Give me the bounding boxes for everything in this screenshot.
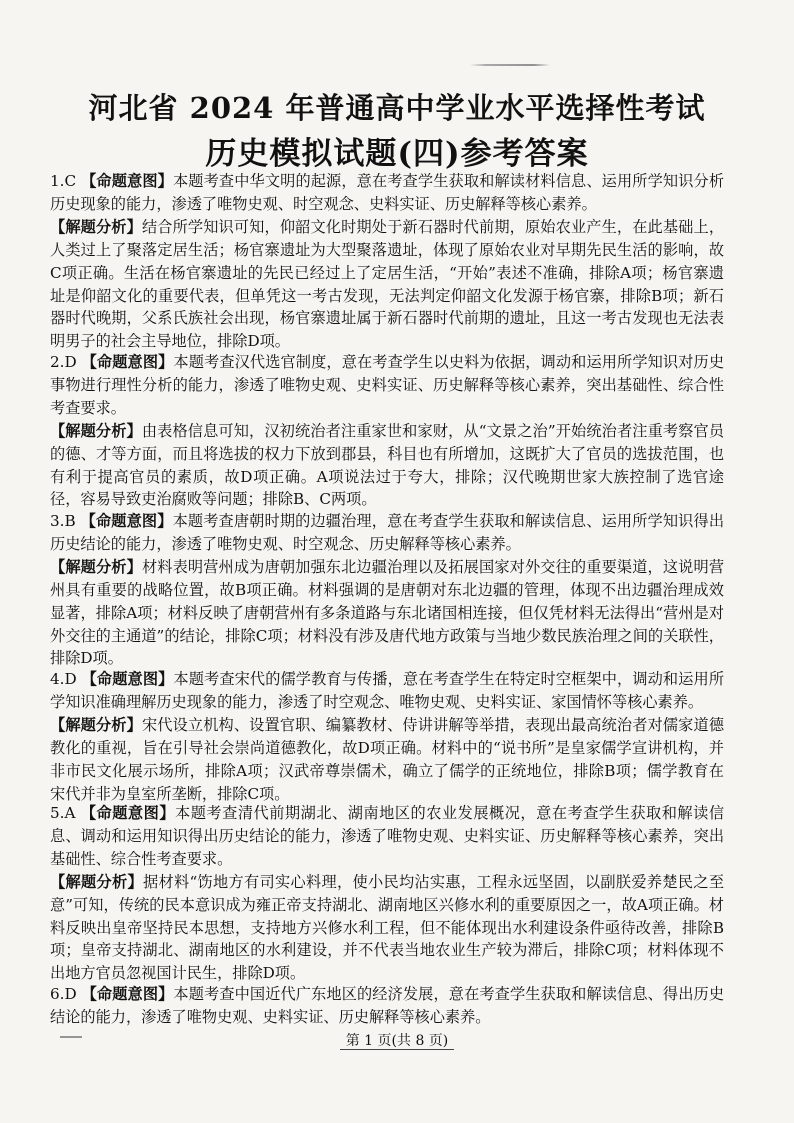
intent-text: 本题考查中华文明的起源，意在考查学生获取和解读材料信息、运用所学知识分析历史现象的能力，渗透了唯物史观、时空观念、史料实证、历史解释等核心素养。 (50, 172, 725, 213)
question-number: 5. (50, 804, 65, 822)
intent-text: 本题考查宋代的儒学教育与传播，意在考查学生在特定时空框架中，调动和运用所学知识准确理解历史现象的能力，渗透了时空观念、唯物史观、史料实证、家国情怀等核心素养。 (50, 670, 725, 711)
page-number: 第 1 页(共 8 页) (340, 1033, 455, 1050)
answer-item-2 (50, 351, 724, 510)
answer-list (50, 170, 724, 1029)
intent-tag: 【命题意图】 (81, 353, 174, 371)
intent-tag: 【命题意图】 (81, 172, 173, 190)
question-analysis (50, 871, 724, 986)
answer-item-6 (50, 983, 724, 1029)
answer-item-5 (50, 802, 724, 983)
question-number: 3. (50, 512, 65, 530)
question-analysis (50, 556, 724, 671)
analysis-tag: 【解题分析】 (50, 421, 142, 440)
question-intent (50, 668, 724, 714)
answer-choice: A (64, 804, 76, 822)
answer-item-3 (50, 510, 724, 668)
intent-tag: 【命题意图】 (80, 512, 173, 530)
analysis-text: 由表格信息可知，汉初统治者注重家世和家财，从“文景之治”开始统治者注重考察官员的德、才等方面，而且将选拔的权力下放到郡县，科目也有所增加，这既扩大了官员的选拔范围，也有利于提高官员的素质，故D项正确。A项说法过于夸大，排除；汉代晚期世家大族控制了选官途径，容易导致吏治腐败等问题；排除B、C两项。 (50, 421, 725, 509)
intent-tag: 【命题意图】 (81, 670, 174, 688)
page-footer (0, 1030, 794, 1050)
analysis-text: 结合所学知识可知，仰韶文化时期处于新石器时代前期，原始农业产生，在此基础上，人类过上了聚落定居生活；杨官寨遗址为大型聚落遗址，体现了原始农业对早期先民生活的影响，故C项正确。生活在杨官寨遗址的先民已经过上了定居生活，“开始”表述不准确，排除A项；杨官寨遗址是仰韶文化的重要代表，但单凭这一考古发现，无法判定仰韶文化发源于杨官寨，排除B项；新石器时代晚期，父系氏族社会出现，杨官寨遗址属于新石器时代前期的遗址，且这一考古发现也无法表明男子的社会主导地位，排除D项。 (50, 217, 725, 351)
answer-choice: D (64, 985, 77, 1003)
answer-item-1 (50, 170, 724, 351)
exam-title: 河北省 2024 年普通高中学业水平选择性考试 (88, 91, 706, 125)
analysis-tag: 【解题分析】 (50, 715, 142, 734)
question-number: 2. (50, 353, 65, 371)
intent-tag: 【命题意图】 (81, 985, 174, 1003)
question-intent (50, 170, 724, 216)
question-intent (50, 510, 724, 556)
intent-tag: 【命题意图】 (80, 804, 176, 822)
question-analysis (50, 714, 724, 806)
analysis-tag: 【解题分析】 (50, 217, 142, 236)
question-number: 1. (50, 172, 65, 190)
question-analysis (50, 216, 724, 353)
question-analysis (50, 420, 724, 512)
intent-text: 本题考查唐朝时期的边疆治理，意在考查学生获取和解读信息、运用所学知识得出历史结论的能力，渗透了唯物史观、时空观念、历史解释等核心素养。 (50, 512, 725, 553)
analysis-tag: 【解题分析】 (50, 557, 142, 576)
analysis-text: 宋代设立机构、设置官职、编纂教材、侍讲讲解等举措，表现出最高统治者对儒家道德教化的重视，旨在引导社会崇尚道德教化，故D项正确。材料中的“说书所”是皇家儒学宣讲机构，并非市民文化展示场所，排除A项；汉武帝尊崇儒术，确立了儒学的正统地位，排除B项；儒学教育在宋代并非为皇室所垄断，排除C项。 (50, 715, 725, 803)
analysis-tag: 【解题分析】 (50, 872, 143, 891)
question-number: 4. (50, 670, 65, 688)
question-intent (50, 351, 724, 420)
intent-text: 本题考查中国近代广东地区的经济发展，意在考查学生获取和解读信息、得出历史结论的能力，渗透了唯物史观、史料实证、历史解释等核心素养。 (50, 985, 725, 1026)
scan-artifact-mark (470, 64, 550, 66)
question-intent (50, 802, 724, 871)
answer-key-title: 历史模拟试题(四)参考答案 (205, 136, 589, 172)
analysis-text: 据材料“饬地方有司实心料理，使小民均沾实惠，工程永远坚固，以副朕爱养楚民之至意”可知，传统的民本意识成为雍正帝支持湖北、湖南地区兴修水利的重要原因之一，故A项正确。材料反映出皇帝坚持民本思想，支持地方兴修水利工程，但不能体现出水利建设条件亟待改善，排除B项；皇帝支持湖北、湖南地区的水利建设，并不代表当地农业生产较为滞后，排除C项；材料体现不出地方官员忽视国计民生，排除D项。 (50, 872, 725, 983)
answer-choice: C (64, 172, 77, 190)
answer-item-4 (50, 668, 724, 802)
intent-text: 本题考查清代前期湖北、湖南地区的农业发展概况，意在考查学生获取和解读信息、调动和运用知识得出历史结论的能力，渗透了唯物史观、史料实证、历史解释等核心素养，突出基础性、综合性考查要求。 (50, 804, 725, 868)
answer-choice: B (64, 512, 76, 530)
analysis-text: 材料表明营州成为唐朝加强东北边疆治理以及拓展国家对外交往的重要渠道，这说明营州具有重要的战略位置，故B项正确。材料强调的是唐朝对东北边疆的管理，体现不出边疆治理成效显著，排除A项；材料反映了唐朝营州有多条道路与东北诸国相连接，但仅凭材料无法得出“营州是对外交往的主通道”的结论，排除C项；材料没有涉及唐代地方政策与当地少数民族治理之间的关联性，排除D项。 (50, 557, 725, 668)
answer-choice: D (64, 670, 77, 688)
intent-text: 本题考查汉代选官制度，意在考查学生以史料为依据，调动和运用所学知识对历史事物进行理性分析的能力，渗透了唯物史观、史料实证、历史解释等核心素养，突出基础性、综合性考查要求。 (50, 353, 725, 417)
answer-choice: D (64, 353, 77, 371)
question-number: 6. (50, 985, 65, 1003)
question-intent (50, 983, 724, 1029)
